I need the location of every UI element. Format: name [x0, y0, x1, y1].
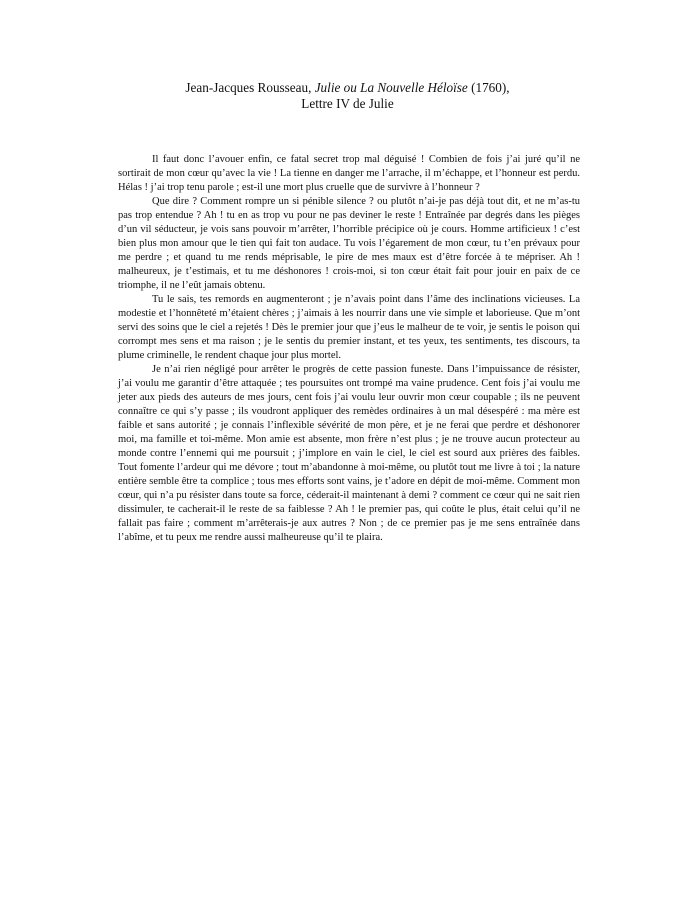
- document-heading: [0, 80, 695, 112]
- paragraph: Je n’ai rien négligé pour arrêter le progrès de cette passion funeste. Dans l’impuissance de résister, j’ai voulu me garantir d’être attaquée ; tes poursuites ont trompé ma vaine prudence. Cent fois j’ai voulu me jeter aux pieds des auteurs de mes jours, cent fois j’ai voulu leur ouvrir mon cœur coupable ; ils ne peuvent connaître ce qui s’y passe ; ils voudront appliquer des remèdes ordinaires à un mal désespéré : ma mère est faible et sans autorité ; je connais l’inflexible sévérité de mon père, et je ne ferai que perdre et déshonorer moi, ma famille et toi-même. Mon amie est absente, mon frère n’est plus ; je ne trouve aucun protecteur au monde contre l’ennemi qui me poursuit ; j’implore en vain le ciel, le ciel est sourd aux prières des faibles. Tout fomente l’ardeur qui me dévore ; tout m’abandonne à moi-même, ou plutôt tout me livre à toi ; la nature entière semble être ta complice ; tous mes efforts sont vains, je t’adore en dépit de moi-même. Comment mon cœur, qui n’a pu résister dans toute sa force, céderait-il maintenant à demi ? comment ce cœur qui ne sait rien dissimuler, te cacherait-il le reste de sa faiblesse ? Ah ! le premier pas, qui coûte le plus, était celui qu’il ne fallait pas faire ; comment m’arrêterais-je aux autres ? Non ; de ce premier pas je me sens entraînée dans l’abîme, et tu peux me rendre aussi malheureuse qu’il te plaira.: [118, 364, 580, 543]
- paragraph: Que dire ? Comment rompre un si pénible silence ? ou plutôt n’ai-je pas déjà tout dit, et ne m’as-tu pas trop entendue ? Ah ! tu en as trop vu pour ne pas deviner le reste ! Entraînée par degrés dans les pièges d’un vil séducteur, je vois sans pouvoir m’arrêter, l’horrible précipice où je cours. Homme artificieux ! c’est bien plus mon amour que le tien qui fait ton audace. Tu vois l’égarement de mon cœur, tu t’en prévaux pour me perdre ; et quand tu me rends méprisable, le pire de mes maux est d’être forcée à te mépriser. Ah ! malheureux, je t’estimais, et tu me déshonores ! crois-moi, si ton cœur était fait pour jouir en paix de ce triomphe, il ne l’eût jamais obtenu.: [118, 196, 580, 291]
- paragraph: Tu le sais, tes remords en augmenteront ; je n’avais point dans l’âme des inclinations vicieuses. La modestie et l’honnêteté m’étaient chères ; j’aimais à les nourrir dans une vie simple et laborieuse. Que m’ont servi des soins que le ciel a rejetés ! Dès le premier jour que j’eus le malheur de te voir, je sentis le poison qui corrompt mes sens et ma raison ; je le sentis du premier instant, et tes yeux, tes sentiments, tes discours, ta plume criminelle, le rendent chaque jour plus mortel.: [118, 294, 580, 361]
- heading-letter: Lettre IV de Julie: [301, 96, 394, 111]
- heading-work-title: Julie ou La Nouvelle Héloïse: [314, 80, 468, 95]
- paragraph: Il faut donc l’avouer enfin, ce fatal secret trop mal déguisé ! Combien de fois j’ai juré qu’il ne sortirait de mon cœur qu’avec la vie ! La tienne en danger me l’arrache, il m’échappe, et l’honneur est perdu. Hélas ! j’ai trop tenu parole ; est-il une mort plus cruelle que de survivre à l’honneur ?: [118, 154, 580, 193]
- letter-body: [118, 153, 580, 545]
- heading-line-1: [0, 80, 695, 96]
- heading-author: Jean-Jacques Rousseau,: [185, 80, 315, 95]
- heading-year: (1760),: [467, 80, 510, 95]
